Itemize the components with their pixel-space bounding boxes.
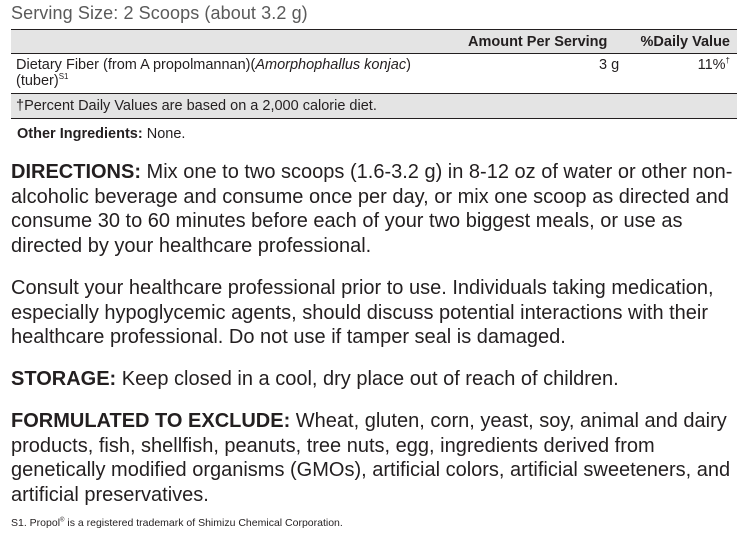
storage-text: Keep closed in a cool, dry place out of reach of children. xyxy=(116,368,619,390)
directions-label: DIRECTIONS: xyxy=(11,161,141,183)
registered-mark: ® xyxy=(60,517,65,524)
storage-paragraph xyxy=(11,367,747,392)
directions-paragraph xyxy=(11,160,747,258)
trademark-note xyxy=(11,517,343,529)
exclude-label: FORMULATED TO EXCLUDE: xyxy=(11,410,291,432)
nutrient-name-latin: Amorphophallus konjac xyxy=(255,57,407,73)
nutrient-name xyxy=(16,57,456,89)
trademark-prefix: S1. Propol xyxy=(11,517,61,529)
storage-label: STORAGE: xyxy=(11,368,117,390)
nutrient-amount: 3 g xyxy=(599,57,620,73)
daily-value-header: %Daily Value xyxy=(640,34,730,50)
directions-text: Mix one to two scoops (1.6-3.2 g) in 8-12 oz of water or other non-alcoholic beverage and consume once per day, or mix one scoop as directed and consume 30 to 60 minutes before each of your two biggest meals, or use as directed by your healthcare professional. xyxy=(11,161,733,257)
exclude-paragraph xyxy=(11,409,747,507)
table-row xyxy=(11,54,737,94)
nutrient-dv-marker: † xyxy=(725,56,730,66)
exclude-text: Wheat, gluten, corn, yeast, soy, animal and dairy products, fish, shellfish, peanuts, tree nuts, egg, ingredients derived from genetically modified organisms (GMOs), artificial colors, artificial sweeteners, and artificial preservatives. xyxy=(11,410,731,506)
table-header-row xyxy=(11,29,737,54)
supplement-facts-table xyxy=(11,29,737,119)
other-ingredients-label: Other Ingredients: xyxy=(17,126,143,142)
other-ingredients xyxy=(17,126,185,142)
nutrient-dv-value: 11% xyxy=(697,57,726,73)
consult-paragraph: Consult your healthcare professional prior to use. Individuals taking medication, especially hypoglycemic agents, should discuss potential interactions with their healthcare professional. Do not use if tamper seal is damaged. xyxy=(11,277,714,348)
serving-size: Serving Size: 2 Scoops (about 3.2 g) xyxy=(11,3,308,23)
nutrient-footnote-marker: S1 xyxy=(58,72,69,82)
nutrient-name-prefix: Dietary Fiber (from A propolmannan)( xyxy=(16,57,256,73)
amount-per-serving-header: Amount Per Serving xyxy=(468,34,608,50)
nutrient-daily-value xyxy=(698,57,730,73)
trademark-suffix: is a registered trademark of Shimizu Chemical Corporation. xyxy=(64,517,343,529)
daily-value-footnote: †Percent Daily Values are based on a 2,000 calorie diet. xyxy=(16,98,377,114)
nutrient-name-suffix: ) (tuber) xyxy=(16,57,411,89)
other-ingredients-value: None. xyxy=(142,126,186,142)
table-footnote-row xyxy=(11,94,737,119)
